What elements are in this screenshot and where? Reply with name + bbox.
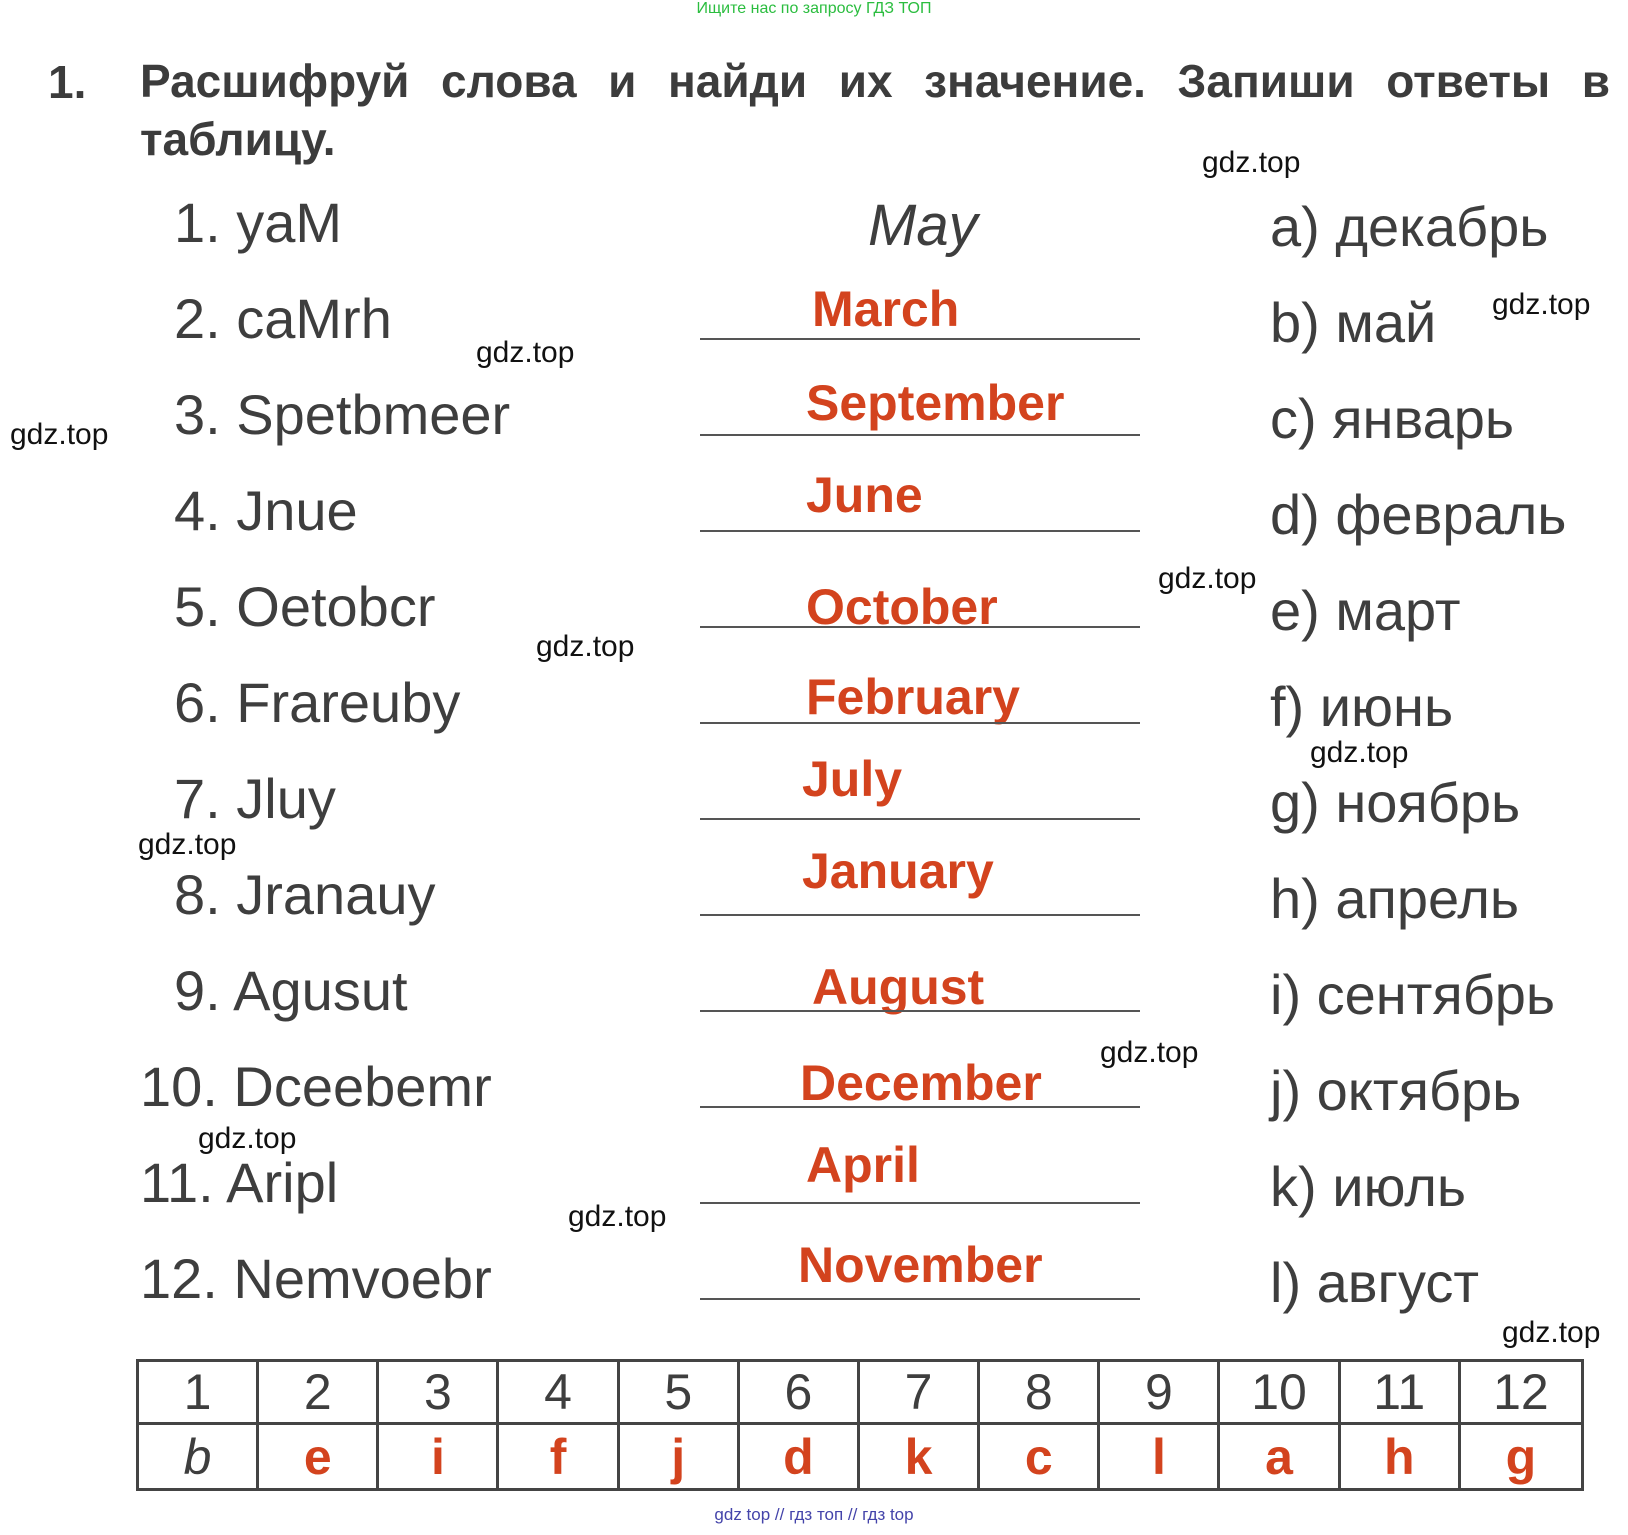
scrambled-word: 9. Agusut — [174, 959, 408, 1022]
table-header-cell: 4 — [499, 1362, 619, 1425]
answer-word: September — [806, 375, 1065, 431]
scrambled-word: 12. Nemvoebr — [140, 1247, 492, 1310]
watermark: gdz.top — [476, 336, 575, 369]
table-answer-cell: d — [740, 1425, 860, 1488]
answer-line — [700, 626, 1140, 628]
answer-line — [700, 914, 1140, 916]
scrambled-word: 8. Jranauy — [174, 863, 436, 926]
option-item: f) июнь — [1270, 675, 1454, 738]
table-answer-cell: l — [1100, 1425, 1220, 1488]
answer-word: April — [806, 1137, 920, 1193]
option-item: g) ноябрь — [1270, 771, 1521, 834]
answer-line — [700, 722, 1140, 724]
watermark: gdz.top — [1310, 736, 1409, 769]
option-item: d) февраль — [1270, 483, 1567, 546]
answer-line — [700, 338, 1140, 340]
answer-word: August — [812, 959, 985, 1015]
option-item: b) май — [1270, 291, 1437, 354]
answer-word: November — [798, 1237, 1043, 1293]
answer-line — [700, 530, 1140, 532]
option-item: h) апрель — [1270, 867, 1520, 930]
answer-line — [700, 1202, 1140, 1204]
table-answer-cell: b — [139, 1425, 259, 1488]
table-answer-cell: i — [379, 1425, 499, 1488]
option-item: k) июль — [1270, 1155, 1467, 1218]
answer-word: July — [802, 751, 903, 807]
option-item: l) август — [1270, 1251, 1479, 1314]
table-header-cell: 10 — [1220, 1362, 1340, 1425]
table-header-cell: 8 — [980, 1362, 1100, 1425]
watermark: gdz.top — [1502, 1316, 1601, 1349]
option-item: a) декабрь — [1270, 195, 1549, 258]
table-header-cell: 11 — [1341, 1362, 1461, 1425]
option-item: j) октябрь — [1270, 1059, 1522, 1122]
watermark: gdz.top — [1492, 288, 1591, 321]
watermark: gdz.top — [10, 418, 109, 451]
answer-line — [700, 434, 1140, 436]
table-answer-cell: h — [1341, 1425, 1461, 1488]
answer-word: October — [806, 579, 998, 635]
watermark: gdz.top — [1202, 146, 1301, 179]
answer-word: January — [802, 843, 994, 899]
watermark: gdz.top — [198, 1122, 297, 1155]
table-header-cell: 7 — [860, 1362, 980, 1425]
task-number: 1. — [48, 56, 87, 108]
scrambled-word: 3. Spetbmeer — [174, 383, 511, 446]
answer-word: June — [806, 467, 923, 523]
table-header-cell: 1 — [139, 1362, 259, 1425]
table-answer-cell: e — [259, 1425, 379, 1488]
scrambled-word: 6. Frareuby — [174, 671, 461, 734]
answer-word: March — [812, 281, 960, 337]
table-header-cell: 3 — [379, 1362, 499, 1425]
answer-line — [700, 1106, 1140, 1108]
answer-line — [700, 818, 1140, 820]
table-answer-cell: c — [980, 1425, 1100, 1488]
answer-example: May — [868, 193, 978, 258]
answer-line — [700, 1298, 1140, 1300]
watermark: gdz.top — [1158, 562, 1257, 595]
table-answer-cell: f — [499, 1425, 619, 1488]
scrambled-word: 10. Dceebemr — [140, 1055, 492, 1118]
answer-table — [136, 1359, 1584, 1491]
option-item: e) март — [1270, 579, 1461, 642]
table-header-cell: 2 — [259, 1362, 379, 1425]
top-note: Ищите нас по запросу ГДЗ ТОП — [696, 0, 932, 17]
watermark: gdz.top — [568, 1200, 667, 1233]
table-header-cell: 6 — [740, 1362, 860, 1425]
scrambled-word: 1. yaM — [174, 191, 343, 254]
table-answer-cell: a — [1220, 1425, 1340, 1488]
scrambled-word: 11. Aripl — [140, 1151, 339, 1214]
answer-word: February — [806, 669, 1020, 725]
task-title: Расшифруй слова и найди их значение. Запиши ответы в таблицу. — [140, 55, 1610, 165]
table-answer-cell: j — [620, 1425, 740, 1488]
scrambled-word: 4. Jnue — [174, 479, 358, 542]
footer-watermark: gdz top // гдз топ // гдз top — [714, 1505, 914, 1524]
option-item: c) январь — [1270, 387, 1515, 450]
option-item: i) сентябрь — [1270, 963, 1556, 1026]
table-answer-cell: k — [860, 1425, 980, 1488]
table-header-cell: 12 — [1461, 1362, 1581, 1425]
scrambled-word: 5. Oetobcr — [174, 575, 436, 638]
table-answer-cell: g — [1505, 1428, 1537, 1485]
watermark: gdz.top — [1100, 1036, 1199, 1069]
scrambled-word: 7. Jluy — [174, 767, 336, 830]
table-header-cell: 9 — [1100, 1362, 1220, 1425]
watermark: gdz.top — [138, 828, 237, 861]
table-header-cell: 5 — [620, 1362, 740, 1425]
answer-line — [700, 1010, 1140, 1012]
answer-word: December — [800, 1055, 1042, 1111]
scrambled-word: 2. caMrh — [174, 287, 392, 350]
watermark: gdz.top — [536, 630, 635, 663]
